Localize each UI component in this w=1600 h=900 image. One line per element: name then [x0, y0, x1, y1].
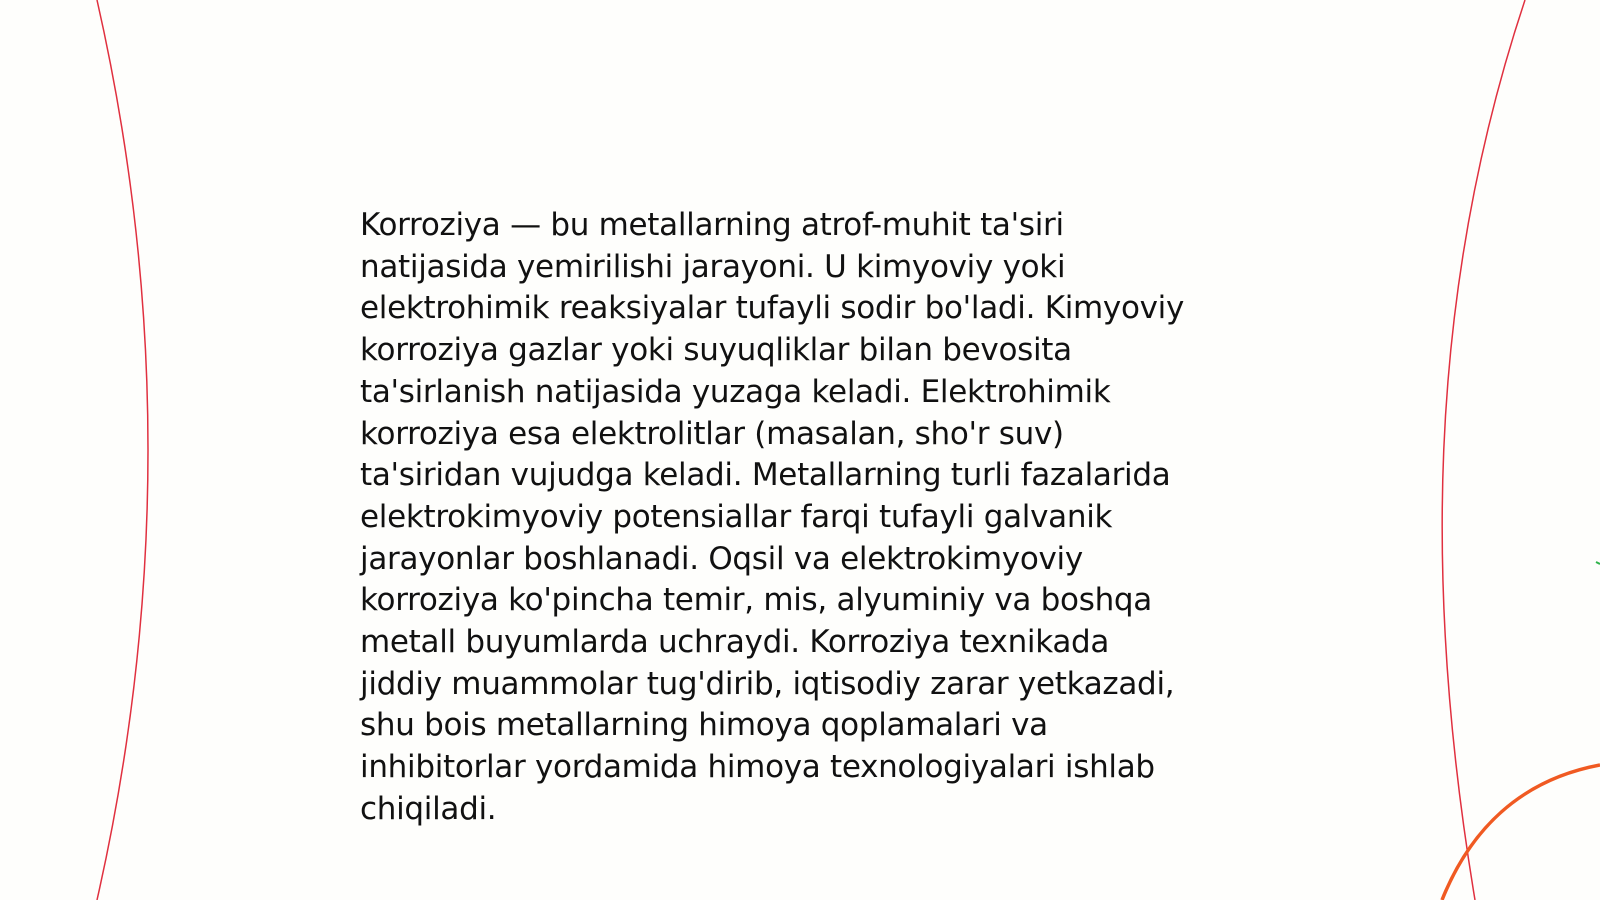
right-red-curve [1442, 0, 1525, 900]
text-line: shu bois metallarning himoya qoplamalari va [360, 707, 1048, 744]
left-red-curve [97, 0, 148, 900]
text-line: metall buyumlarda uchraydi. Korroziya texnikada [360, 624, 1110, 661]
body-paragraph [360, 205, 1250, 831]
text-line: inhibitorlar yordamida himoya texnologiyalari ishlab [360, 749, 1155, 786]
text-line: korroziya esa elektrolitlar (masalan, sho'r suv) [360, 415, 1064, 452]
text-line: jarayonlar boshlanadi. Oqsil va elektrokimyoviy [360, 540, 1083, 577]
text-line: ta'sirlanish natijasida yuzaga keladi. Elektrohimik [360, 373, 1111, 410]
text-line: korroziya gazlar yoki suyuqliklar bilan bevosita [360, 332, 1072, 369]
text-line: Korroziya — bu metallarning atrof-muhit ta'siri [360, 207, 1064, 243]
text-line: chiqiladi. [360, 790, 497, 827]
orange-arc [1442, 765, 1600, 900]
green-accent-mark [1596, 562, 1600, 564]
text-line: natijasida yemirilishi jarayoni. U kimyoviy yoki [360, 248, 1066, 285]
text-line: jiddiy muammolar tug'dirib, iqtisodiy zarar yetkazadi, [360, 665, 1175, 702]
text-line: ta'siridan vujudga keladi. Metallarning turli fazalarida [360, 457, 1171, 494]
text-line: elektrokimyoviy potensiallar farqi tufayli galvanik [360, 498, 1113, 535]
text-line: elektrohimik reaksiyalar tufayli sodir bo'ladi. Kimyoviy [360, 290, 1185, 327]
text-line: korroziya ko'pincha temir, mis, alyuminiy va boshqa [360, 582, 1152, 619]
